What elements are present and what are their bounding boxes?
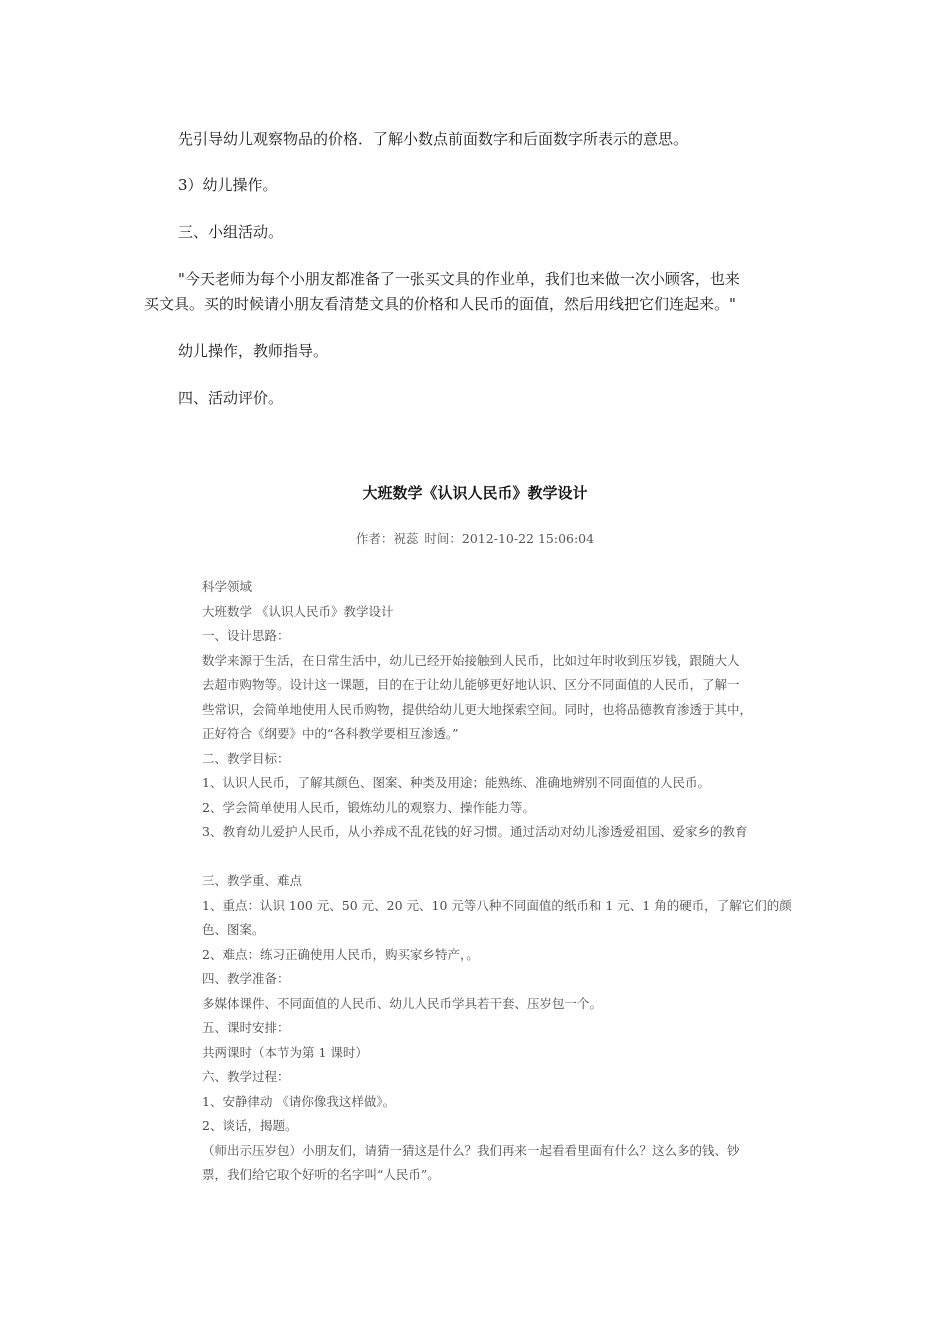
section-heading: 二、教学目标：	[202, 750, 290, 766]
text-line: 共两课时（本节为第 1 课时）	[202, 1044, 368, 1060]
text-line: 3、教育幼儿爱护人民币，从小养成不乱花钱的好习惯。通过活动对幼儿渗透爱祖国、爱家乡的教育	[202, 824, 748, 839]
text-line: 票，我们给它取个好听的名字叫“人民币”。	[202, 1167, 440, 1182]
section-heading: 六、教学过程：	[202, 1069, 290, 1084]
section-heading: 一、设计思路：	[202, 628, 290, 643]
text-line: 色、图案。	[202, 922, 265, 937]
section-heading: 四、教学准备：	[202, 971, 290, 986]
section-heading: 三、教学重、难点	[202, 873, 303, 888]
text-line: 2、谈话，揭题。	[202, 1118, 298, 1133]
text-line: （师出示压岁包）小朋友们，请猜一猜这是什么？我们再来一起看看里面有什么？这么多的钱、钞	[202, 1142, 740, 1158]
text-line: 1、重点：认识 100 元、50 元、20 元、10 元等八种不同面值的纸币和 1 元、1 角的硬币，了解它们的颜	[202, 897, 792, 913]
text-line: 2、难点：练习正确使用人民币，购买家乡特产，。	[202, 946, 479, 962]
text-line: 科学领域	[202, 579, 253, 594]
text-line: 多媒体课件、不同面值的人民币、幼儿人民币学具若干套、压岁包一个。	[202, 995, 603, 1011]
text-line: 大班数学 《认识人民币》教学设计	[202, 603, 394, 619]
text-line: 1、认识人民币，了解其颜色、图案、种类及用途；能熟练、准确地辨别不同面值的人民币。	[202, 775, 710, 790]
article-meta	[0, 529, 950, 549]
article-body	[202, 575, 812, 1188]
paragraph-price-guidance: 先引导幼儿观察物品的价格．了解小数点前面数字和后面数字所表示的意思。	[178, 130, 689, 148]
heading-activity-evaluation: 四、活动评价。	[178, 389, 284, 407]
heading-group-activity: 三、小组活动。	[178, 223, 284, 241]
text-line: 1、安静律动 《请你像我这样做》。	[202, 1093, 396, 1109]
text-line: 数学来源于生活，在日常生活中，幼儿已经开始接触到人民币，比如过年时收到压岁钱，跟随大人	[202, 652, 740, 668]
article-time: 时间：2012-10-22 15:06:04	[424, 531, 595, 546]
paragraph-teacher-quote-line2: 买文具。买的时候请小朋友看清楚文具的价格和人民币的面值，然后用线把它们连起来。"	[144, 295, 736, 313]
text-line: 2、学会简单使用人民币，锻炼幼儿的观察力、操作能力等。	[202, 799, 535, 815]
section-heading: 五、课时安排：	[202, 1020, 290, 1035]
text-line: 正好符合《纲要》中的“各科教学要相互渗透。”	[202, 726, 459, 741]
paragraph-teacher-quote-line1: "今天老师为每个小朋友都准备了一张买文具的作业单，我们也来做一次小顾客，也来	[178, 270, 740, 288]
paragraph-teacher-guidance: 幼儿操作，教师指导。	[178, 342, 329, 360]
paragraph-child-operation: 3）幼儿操作。	[178, 176, 278, 194]
article-title: 大班数学《认识人民币》教学设计	[362, 484, 588, 502]
text-line: 些常识，会简单地使用人民币购物，提供给幼儿更大地探索空间。同时，也将品德教育渗透于其中，	[202, 701, 753, 717]
article-author: 作者：祝蕊	[355, 531, 419, 546]
text-line: 去超市购物等。设计这一课题，目的在于让幼儿能够更好地认识、区分不同面值的人民币，了解一	[202, 677, 740, 692]
